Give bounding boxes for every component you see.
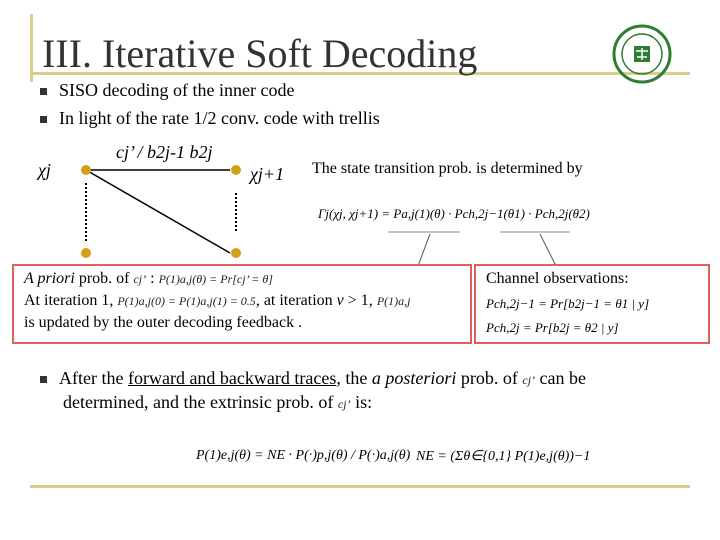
state-transition-text: The state transition prob. is determined by	[312, 160, 583, 177]
trellis-right-state: χj+1	[250, 164, 285, 184]
bullet-marker-icon	[40, 116, 47, 123]
trellis-left-state: χj	[38, 160, 51, 180]
iteration-one-text: At iteration 1,	[24, 292, 114, 309]
bottom-divider	[30, 485, 690, 488]
apriori-text: prob. of	[74, 270, 130, 287]
iteration-text: , at iteration	[255, 292, 337, 309]
university-seal-icon	[612, 24, 672, 84]
bullet-text: In light of the rate 1/2 conv. code with trellis	[59, 108, 380, 128]
channel-formula-1: Pch,2j−1 = Pr[b2j−1 = θ1 | y]	[486, 296, 650, 311]
iteration-variable: v	[336, 292, 344, 309]
final-bullet-text: determined, and the extrinsic prob. of	[63, 392, 334, 412]
slide-title: III. Iterative Soft Decoding	[42, 31, 478, 76]
bullet-item	[40, 108, 380, 129]
channel-formula-2: Pch,2j = Pr[b2j = θ2 | y]	[486, 320, 619, 335]
final-bullet-text: is:	[355, 392, 373, 412]
final-bullet-text: prob. of	[456, 368, 518, 388]
final-bullet-text: After the	[59, 368, 128, 388]
iteration-v-formula: P(1)a,j	[376, 294, 411, 308]
final-bullet-text: , the	[336, 368, 372, 388]
final-bullet-line-2	[63, 392, 372, 413]
final-bullet-italic: a posteriori	[371, 368, 457, 388]
bullet-item-final	[40, 368, 586, 389]
bullet-marker-icon	[40, 376, 47, 383]
bullet-marker-icon	[40, 88, 47, 95]
apriori-line-1	[24, 270, 273, 288]
final-bullet-underlined: forward and backward traces	[127, 368, 337, 388]
iteration-one-formula: P(1)a,j(0) = P(1)a,j(1) = 0.5	[117, 294, 256, 308]
formula-pointer-lines	[380, 228, 580, 268]
trellis-diagram	[40, 145, 270, 275]
iteration-condition: > 1,	[343, 292, 373, 309]
gamma-formula: Γj(χj, χj+1) = Pa,j(1)(θ) · Pch,2j−1(θ1) · Pch,2j(θ2)	[318, 206, 590, 221]
apriori-colon: :	[146, 270, 155, 287]
extrinsic-formula: P(1)e,j(θ) = NE · P(·)p,j(θ) / P(·)a,j(θ)	[196, 448, 411, 463]
apriori-line-2	[24, 292, 410, 310]
apriori-italic: A priori	[24, 270, 75, 287]
trellis-branch-label: cj’ / b2j-1 b2j	[116, 142, 213, 162]
cj-symbol: cj’	[522, 373, 536, 387]
apriori-definition-formula: P(1)a,j(θ) = Pr[cj’ = θ]	[158, 272, 273, 286]
final-bullet-text: can be	[539, 368, 586, 388]
cj-symbol: cj’	[337, 397, 351, 411]
bullet-text: SISO decoding of the inner code	[59, 80, 295, 100]
cj-symbol: cj’	[133, 272, 147, 286]
channel-observations-title: Channel observations:	[486, 270, 629, 287]
normalizer-formula: NE = (Σθ∈{0,1} P(1)e,j(θ))−1	[416, 449, 591, 464]
bullet-item	[40, 80, 294, 101]
apriori-line-3: is updated by the outer decoding feedback .	[24, 314, 303, 331]
